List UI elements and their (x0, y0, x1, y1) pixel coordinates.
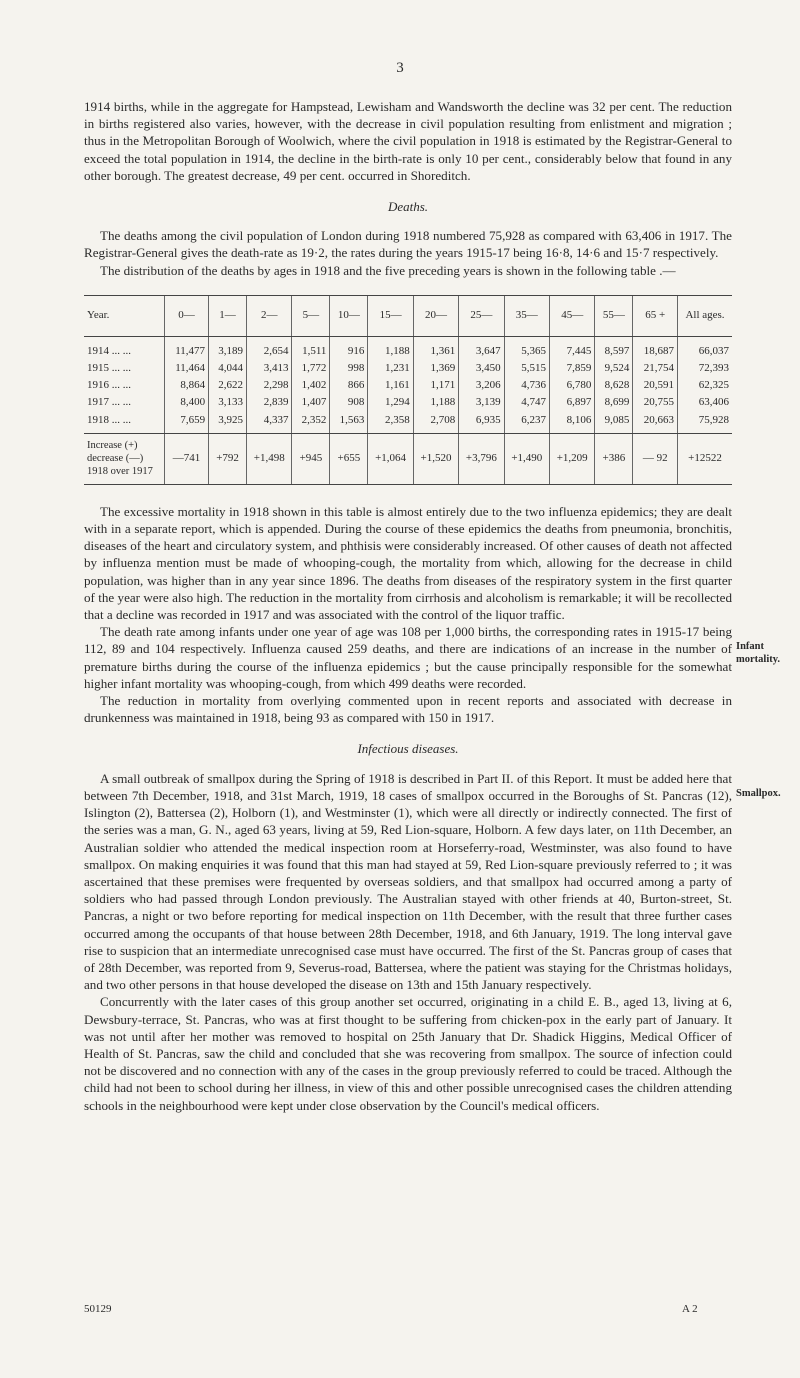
table-cell: 20,591 (633, 377, 678, 394)
table-cell: 3,413 (247, 360, 292, 377)
table-cell: — 92 (633, 433, 678, 484)
table-cell: 63,406 (678, 394, 733, 411)
paragraph: 1914 births, while in the aggregate for Hampstead, Lewisham and Wandsworth the decline was 32 per cent. The reduction in births registered also varies, however, with the decrease in civil population resulting from enlistment and migration ; thus in the Metropolitan Borough of Woolwich, where the civil population in 1918 is estimated by the Registrar-General to exceed the total population in 1914, the decline in the birth-rate is only 10 per cent., considerably below that found in any other borough. The greatest decrease, 49 per cent. occurred in Shoreditch. (84, 99, 732, 183)
year-cell: 1917 ... ... (87, 396, 131, 409)
table-cell: +792 (209, 433, 247, 484)
column-header: 35— (504, 295, 549, 336)
paragraph: The distribution of the deaths by ages in 1918 and the five preceding years is shown in the following table .— (100, 262, 676, 278)
table-cell: 5,365 (504, 336, 549, 360)
table-cell: 6,237 (504, 412, 549, 434)
column-header: 10— (330, 295, 368, 336)
table-cell: 3,139 (459, 394, 504, 411)
table-cell: 8,597 (595, 336, 633, 360)
paragraph-infant-mortality: The death rate among infants under one year of age was 108 per 1,000 births, the corresponding rates in 1915-17 being 112, 89 and 104 respectively. Influenza caused 259 deaths, and there are indications of an increase in the number of premature births during the course of the influenza epidemics ; but the cause principally responsible for the somewhat higher infant mortality was whooping-cough, from which 499 deaths were recorded. (84, 624, 732, 691)
table-row (84, 336, 732, 360)
column-header: 2— (247, 295, 292, 336)
table-cell: 21,754 (633, 360, 678, 377)
table-cell: +386 (595, 433, 633, 484)
table-cell: 18,687 (633, 336, 678, 360)
table-row (84, 377, 732, 394)
table-cell: 1,294 (368, 394, 413, 411)
table-cell: 6,780 (550, 377, 595, 394)
body-text (84, 98, 732, 1114)
year-cell: 1916 ... ... (87, 379, 131, 392)
table-row (84, 412, 732, 434)
table-cell: 72,393 (678, 360, 733, 377)
table-cell: 1,402 (292, 377, 330, 394)
table-cell: 7,445 (550, 336, 595, 360)
table-cell: +945 (292, 433, 330, 484)
increase-decrease-row (84, 433, 732, 484)
deaths-by-age-table (84, 295, 732, 485)
table-cell: +1,064 (368, 433, 413, 484)
table-cell: 2,622 (209, 377, 247, 394)
table-cell: 1,407 (292, 394, 330, 411)
increase-label: Increase (+) decrease (—) 1918 over 1917 (84, 433, 165, 484)
page-number: 3 (396, 60, 404, 76)
table-cell: 998 (330, 360, 368, 377)
table-cell: 4,337 (247, 412, 292, 434)
table-cell: 3,925 (209, 412, 247, 434)
table-cell: +1,490 (504, 433, 549, 484)
table-cell: 8,106 (550, 412, 595, 434)
margin-note-smallpox: Smallpox. (736, 787, 781, 799)
table-cell: 11,464 (165, 360, 209, 377)
column-header: 5— (292, 295, 330, 336)
table-cell: 11,477 (165, 336, 209, 360)
margin-note-infant-mortality: Infant mortality. (736, 641, 781, 666)
column-header: Year. (84, 295, 165, 336)
year-cell: 1914 ... ... (87, 344, 131, 357)
table-cell: 6,897 (550, 394, 595, 411)
table-cell: 8,400 (165, 394, 209, 411)
table-cell: 3,206 (459, 377, 504, 394)
table-cell: 2,352 (292, 412, 330, 434)
table-cell: 4,747 (504, 394, 549, 411)
column-header: All ages. (678, 295, 733, 336)
table-cell: 908 (330, 394, 368, 411)
table-cell: 1,171 (413, 377, 458, 394)
paragraph: The excessive mortality in 1918 shown in this table is almost entirely due to the two influenza epidemics; they are dealt with in a separate report, which is appended. During the course of these epidemics the deaths from pneumonia, bronchitis, diseases of the heart and circulatory system, and phthisis were considerably increased. Of other causes of death not affected by influenza mention must be made of whooping-cough, the mortality from which, allowing for the decrease in child population, was higher than in any year since 1896. The deaths from diseases of the respiratory system in the first quarter of the year were also high. The reduction in the mortality from cirrhosis and alcoholism is remarkable; it will be recollected that a decline was recorded in 1917 and was associated with the control of the liquor traffic. (84, 503, 732, 623)
column-header: 15— (368, 295, 413, 336)
deaths-heading: Deaths. (387, 199, 429, 215)
table-cell: 1,511 (292, 336, 330, 360)
year-cell: 1915 ... ... (87, 362, 131, 375)
table-cell: 4,736 (504, 377, 549, 394)
table-cell: 2,298 (247, 377, 292, 394)
table-cell: 8,628 (595, 377, 633, 394)
table-cell: +655 (330, 433, 368, 484)
table-cell: +12522 (678, 433, 733, 484)
table-cell: 2,358 (368, 412, 413, 434)
column-header: 65 + (633, 295, 678, 336)
table-cell: —741 (165, 433, 209, 484)
table-cell: +1,498 (247, 433, 292, 484)
table-cell: +1,209 (550, 433, 595, 484)
column-header: 0— (165, 295, 209, 336)
paragraph: Concurrently with the later cases of this group another set occurred, originating in a child E. B., aged 13, living at 6, Dewsbury-terrace, St. Pancras, who was at first thought to be suffering from chicken-pox in the early part of January. It was not until after her mother was removed to hospital on 25th January that Dr. Shadick Higgins, Medical Officer of Health of St. Pancras, saw the child and concluded that she was recovering from smallpox. The source of infection could not be discovered and no connection with any of the cases in the group previously referred to could be traced. Although the child had not been to school during her illness, in view of this and other possible unrecognised cases the children attending schools in the neighbourhood were kept under close observation by the Council's medical officers. (84, 994, 732, 1113)
column-header: 45— (550, 295, 595, 336)
table-cell: 3,133 (209, 394, 247, 411)
table-cell: 1,188 (368, 336, 413, 360)
table-cell: 9,524 (595, 360, 633, 377)
table-cell: 1,772 (292, 360, 330, 377)
table-cell: 6,935 (459, 412, 504, 434)
table-cell: +1,520 (413, 433, 458, 484)
table-cell: 2,654 (247, 336, 292, 360)
table-cell: 20,663 (633, 412, 678, 434)
infectious-diseases-heading: Infectious diseases. (357, 741, 459, 757)
column-header: 20— (413, 295, 458, 336)
table-cell: 9,085 (595, 412, 633, 434)
paragraph: The reduction in mortality from overlying commented upon in recent reports and associated with decrease in drunkenness was maintained in 1918, being 93 as compared with 150 in 1917. (84, 693, 732, 726)
table-cell: 2,708 (413, 412, 458, 434)
table-cell: 2,839 (247, 394, 292, 411)
column-header: 1— (209, 295, 247, 336)
table-cell: 66,037 (678, 336, 733, 360)
table-cell: 1,188 (413, 394, 458, 411)
footer-print-code: 50129 (84, 1303, 112, 1315)
table-cell: 8,864 (165, 377, 209, 394)
table-cell: 1,231 (368, 360, 413, 377)
table-cell: 75,928 (678, 412, 733, 434)
table-cell: 866 (330, 377, 368, 394)
paragraph-smallpox: A small outbreak of smallpox during the Spring of 1918 is described in Part II. of this Report. It must be added here that between 7th December, 1918, and 31st March, 1919, 18 cases of smallpox occurred in the Boroughs of St. Pancras (12), Islington (2), Battersea (2), Holborn (1), and Westminster (1), which were all directly or indirectly connected. The first of the series was a man, G. N., aged 63 years, living at 59, Red Lion-square, Holborn. A few days later, on 11th December, an Australian soldier who attended the medical inspection room at Horseferry-road, Westminster, was also found to have smallpox. On making enquiries it was found that this man had stayed at 59, Red Lion-square previously referred to ; it was ascertained that these premises were frequented by overseas soldiers, and that smallpox had occurred among a party of soldiers who had passed through London previously. The Australian stayed with other friends at 40, Burton-street, St. Pancras, a night or two before reporting for medical inspection on 11th December, with the result that three further cases occurred among the occupants of that house between 28th December, 1918, and 6th January, 1919. The long interval gave rise to suspicion that an intermediate unrecognised case must have occurred. The first of the St. Pancras group of cases that of 28th December, was reported from 9, Severus-road, Battersea, where the patient was staying for the Christmas holidays, and two other persons in that house developed the disease on 13th and 15th January respectively. (84, 770, 732, 993)
column-header: 55— (595, 295, 633, 336)
table-header-row (84, 295, 732, 336)
table-cell: 3,450 (459, 360, 504, 377)
table-row (84, 394, 732, 411)
table-cell: 1,161 (368, 377, 413, 394)
table-cell: 1,369 (413, 360, 458, 377)
table-cell: 4,044 (209, 360, 247, 377)
paragraph: The deaths among the civil population of London during 1918 numbered 75,928 as compared with 63,406 in 1917. The Registrar-General gives the death-rate as 19·2, the rates during the years 1915-17 being 16·8, 14·6 and 15·7 respectively. (84, 228, 732, 261)
table-cell: 1,563 (330, 412, 368, 434)
table-cell: 8,699 (595, 394, 633, 411)
table-cell: 3,647 (459, 336, 504, 360)
table-cell: 5,515 (504, 360, 549, 377)
table-row (84, 360, 732, 377)
table-cell: 3,189 (209, 336, 247, 360)
year-cell: 1918 ... ... (84, 412, 165, 434)
table-cell: 62,325 (678, 377, 733, 394)
table-cell: 916 (330, 336, 368, 360)
table-cell: +3,796 (459, 433, 504, 484)
table-cell: 7,859 (550, 360, 595, 377)
table-cell: 1,361 (413, 336, 458, 360)
footer-signature-mark: A 2 (682, 1303, 698, 1315)
table-cell: 20,755 (633, 394, 678, 411)
column-header: 25— (459, 295, 504, 336)
table-cell: 7,659 (165, 412, 209, 434)
